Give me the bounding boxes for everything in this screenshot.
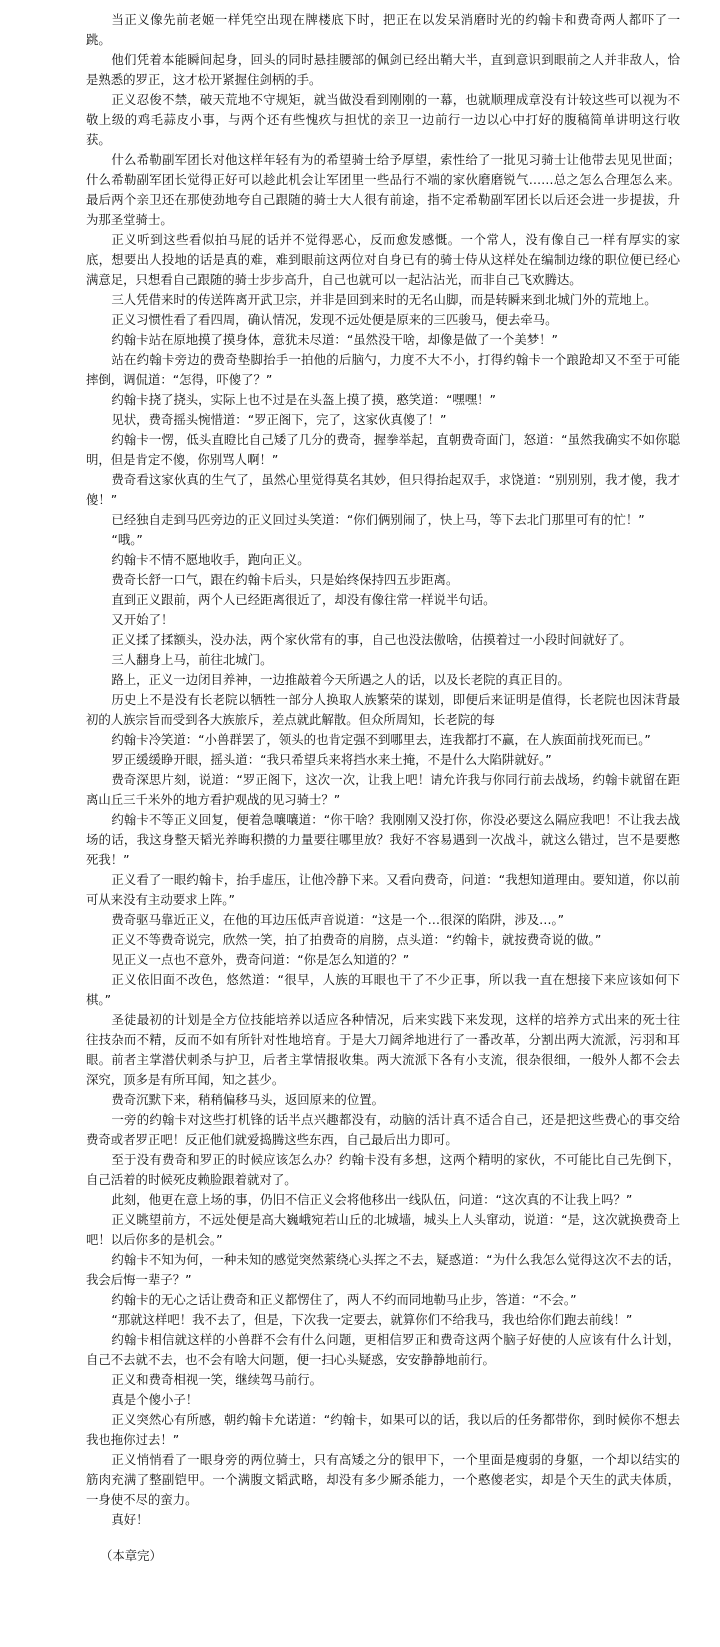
paragraph: 约翰卡站在原地摸了摸身体，意犹未尽道：“虽然没干啥，却像是做了一个美梦！”	[111, 332, 558, 347]
paragraph: 此刻，他更在意上场的事，仍旧不信正义会将他移出一线队伍，问道：“这次真的不让我上吗？”	[111, 1192, 633, 1207]
paragraph: 已经独自走到马匹旁边的正义回过头笑道：“你们俩别闹了，快上马，等下去北门那里可有的忙！”	[111, 512, 645, 527]
paragraph: 他们凭着本能瞬间起身，回头的同时悬挂腰部的佩剑已经出鞘大半，直到意识到眼前之人并非敌人，恰是熟悉的罗正，这才松开紧握住剑柄的手。	[86, 52, 680, 87]
paragraph: 约翰卡不知为何，一种未知的感觉突然萦绕心头挥之不去，疑惑道：“为什么我怎么觉得这次不去的话，我会后悔一辈子？”	[86, 1252, 680, 1287]
paragraph: 约翰卡不等正义回复，便着急嚷嚷道：“你干啥？我刚刚又没打你，你没必要这么隔应我吧！不让我去战场的话，我这身整天韬光养晦积攒的力量要往哪里放？我好不容易遇到一次战斗，就这么错过，岂不是要憋死我！”	[86, 812, 680, 867]
paragraph: 历史上不是没有长老院以牺牲一部分人换取人族繁荣的谋划，即便后来证明是值得，长老院也因沫背最初的人族宗旨而受到各大族旅斥，差点就此解散。但众所周知，长老院的每	[86, 692, 680, 727]
paragraph: 正义揉了揉额头，没办法，两个家伙常有的事，自己也没法傲啥，估摸着过一小段时间就好了。	[111, 632, 632, 647]
paragraph: 正义看了一眼约翰卡，抬手虚压，让他冷静下来。又看向费奇，问道：“我想知道理由。要知道，你以前可从来没有主动要求上阵。”	[86, 872, 680, 907]
paragraph: 正义和费奇相视一笑，继续驾马前行。	[111, 1372, 323, 1387]
chapter-body	[86, 10, 680, 1530]
paragraph: “哦。”	[111, 532, 143, 547]
paragraph: 又开始了！	[111, 612, 174, 627]
paragraph: 站在约翰卡旁边的费奇垫脚抬手一拍他的后脑勺，力度不大不小，打得约翰卡一个踉跄却又不至于可能摔倒，调侃道：“怎得，吓傻了？”	[86, 352, 680, 387]
paragraph: 约翰卡相信就这样的小兽群不会有什么问题，更相信罗正和费奇这两个脑子好使的人应该有什么计划，自己不去就不去，也不会有啥大问题，便一扫心头疑惑，安安静静地前行。	[86, 1332, 680, 1367]
paragraph: 真是个傻小子！	[111, 1392, 199, 1407]
paragraph: 费奇长舒一口气，跟在约翰卡后头，只是始终保持四五步距离。	[111, 572, 459, 587]
paragraph: 罗正缓缓睁开眼，摇头道：“我只希望兵来将挡水来土掩，不是什么大陷阱就好。”	[111, 752, 552, 767]
paragraph: 约翰卡挠了挠头，实际上也不过是在头盔上摸了摸，憨笑道：“嘿嘿！”	[111, 392, 496, 407]
paragraph: 费奇驱马靠近正义，在他的耳边压低声音说道：“这是一个…很深的陷阱，涉及…。”	[111, 912, 565, 927]
paragraph: 费奇看这家伙真的生气了，虽然心里觉得莫名其妙，但只得抬起双手，求饶道：“别别别，我才傻，我才傻！”	[86, 472, 680, 507]
paragraph: 正义悄悄看了一眼身旁的两位骑士，只有高矮之分的银甲下，一个里面是瘦弱的身躯，一个却以结实的筋肉充满了整副铠甲。一个满腹文韬武略，却没有多少厮杀能力，一个憨傻老实，却是个天生的武夫体质，一身使不尽的蛮力。	[86, 1452, 680, 1507]
paragraph: 正义听到这些看似拍马屁的话并不觉得恶心，反而愈发感慨。一个常人，没有像自己一样有厚实的家底，想要出人投地的话是真的难，难到眼前这两位对自身已有的骑士侍从这样处在编制边缘的职位便已经心满意足，只想看自己跟随的骑士步步高升，自己也就可以一起沾沾光，而非自己飞欢腾达。	[86, 232, 680, 287]
paragraph: 费奇沉默下来，稍稍偏移马头，返回原来的位置。	[111, 1092, 384, 1107]
paragraph: “那就这样吧！我不去了，但是，下次我一定要去，就算你们不给我马，我也给你们跑去前线！”	[111, 1312, 633, 1327]
paragraph: 直到正义跟前，两个人已经距离很近了，却没有像往常一样说半句话。	[111, 592, 496, 607]
chapter-end-note: （本章完）	[100, 1548, 162, 1563]
paragraph: 正义突然心有所感，朝约翰卡允诺道：“约翰卡，如果可以的话，我以后的任务都带你，到时候你不想去我也拖你过去！”	[86, 1412, 680, 1447]
paragraph: 正义依旧面不改色，悠然道：“很早，人族的耳眼也干了不少正事，所以我一直在想接下来应该如何下棋。”	[86, 972, 680, 1007]
paragraph: 见状，费奇摇头惋惜道：“罗正阁下，完了，这家伙真傻了！”	[111, 412, 447, 427]
paragraph: 路上，正义一边闭目养神，一边推敲着今天所遇之人的话，以及长老院的真正目的。	[111, 672, 570, 687]
paragraph: 正义眺望前方，不远处便是高大巍峨宛若山丘的北城墙，城头上人头窜动，说道：“是，这次就换费奇上吧！以后你多的是机会。”	[86, 1212, 680, 1247]
paragraph: 见正义一点也不意外，费奇问道：“你是怎么知道的？”	[111, 952, 410, 967]
paragraph: 一旁的约翰卡对这些打机锋的话半点兴趣都没有，动脑的活计真不适合自己，还是把这些费心的事交给费奇或者罗正吧！反正他们就爱捣腾这些东西，自己最后出力即可。	[86, 1112, 680, 1147]
paragraph: 当正义像先前老姬一样凭空出现在牌楼底下时，把正在以发呆消磨时光的约翰卡和费奇两人都吓了一跳。	[86, 12, 680, 47]
paragraph: 三人翻身上马，前往北城门。	[111, 652, 273, 667]
paragraph: 正义习惯性看了看四周，确认情况，发现不远处便是原来的三匹骏马，便去牵马。	[111, 312, 558, 327]
paragraph: 费奇深思片刻，说道：“罗正阁下，这次一次，让我上吧！请允许我与你同行前去战场，约翰卡就留在距离山丘三千米外的地方看护观战的见习骑士？”	[86, 772, 680, 807]
paragraph: 正义忍俊不禁，破天荒地不守规矩，就当做没看到刚刚的一幕，也就顺理成章没有计较这些可以视为不敬上级的鸡毛蒜皮小事，与两个还有些愧疚与担忧的亲卫一边前行一边以心中打好的腹稿简单讲明这行收获。	[86, 92, 680, 147]
paragraph: 正义不等费奇说完，欣然一笑，拍了拍费奇的肩膀，点头道：“约翰卡，就按费奇说的做。”	[111, 932, 602, 947]
paragraph: 真好！	[111, 1512, 149, 1527]
paragraph: 约翰卡冷笑道：“小兽群罢了，领头的也肯定强不到哪里去，连我都打不赢，在人族面前找死而已。”	[111, 732, 651, 747]
paragraph: 约翰卡不情不愿地收手，跑向正义。	[111, 552, 310, 567]
paragraph: 约翰卡的无心之话让费奇和正义都愣住了，两人不约而同地勒马止步，答道：“不会。”	[111, 1292, 577, 1307]
paragraph: 约翰卡一愣，低头直瞪比自己矮了几分的费奇，握拳举起，直朝费奇面门，怒道：“虽然我确实不如你聪明，但是肯定不傻，你别骂人啊！”	[86, 432, 680, 467]
paragraph: 圣徒最初的计划是全方位技能培养以适应各种情况，后来实践下来发现，这样的培养方式出来的死士往往技杂而不精，反而不如有所针对性地培育。于是大刀阔斧地进行了一番改革，分割出两大流派，污羽和耳眼。前者主掌潜伏刺杀与护卫，后者主掌情报收集。两大流派下各有小支流，很杂很细，一般外人都不会去深究，顶多是有所耳闻，知之甚少。	[86, 1012, 680, 1087]
paragraph: 至于没有费奇和罗正的时候应该怎么办？约翰卡没有多想，这两个精明的家伙，不可能比自己先倒下，自己活着的时候死皮赖脸跟着就对了。	[86, 1152, 680, 1187]
paragraph: 三人凭借来时的传送阵离开武卫宗，并非是回到来时的无名山脚，而是转瞬来到北城门外的荒地上。	[111, 292, 657, 307]
paragraph: 什么希勒副军团长对他这样年轻有为的希望骑士给予厚望，索性给了一批见习骑士让他带去见见世面；什么希勒副军团长觉得正好可以趁此机会让军团里一些品行不端的家伙磨磨锐气……总之怎么合理怎么来。最后两个亲卫还在那使劲地夸自己跟随的骑士大人很有前途，指不定希勒副军团长以后还会进一步提拔，升为那圣堂骑士。	[86, 152, 680, 227]
